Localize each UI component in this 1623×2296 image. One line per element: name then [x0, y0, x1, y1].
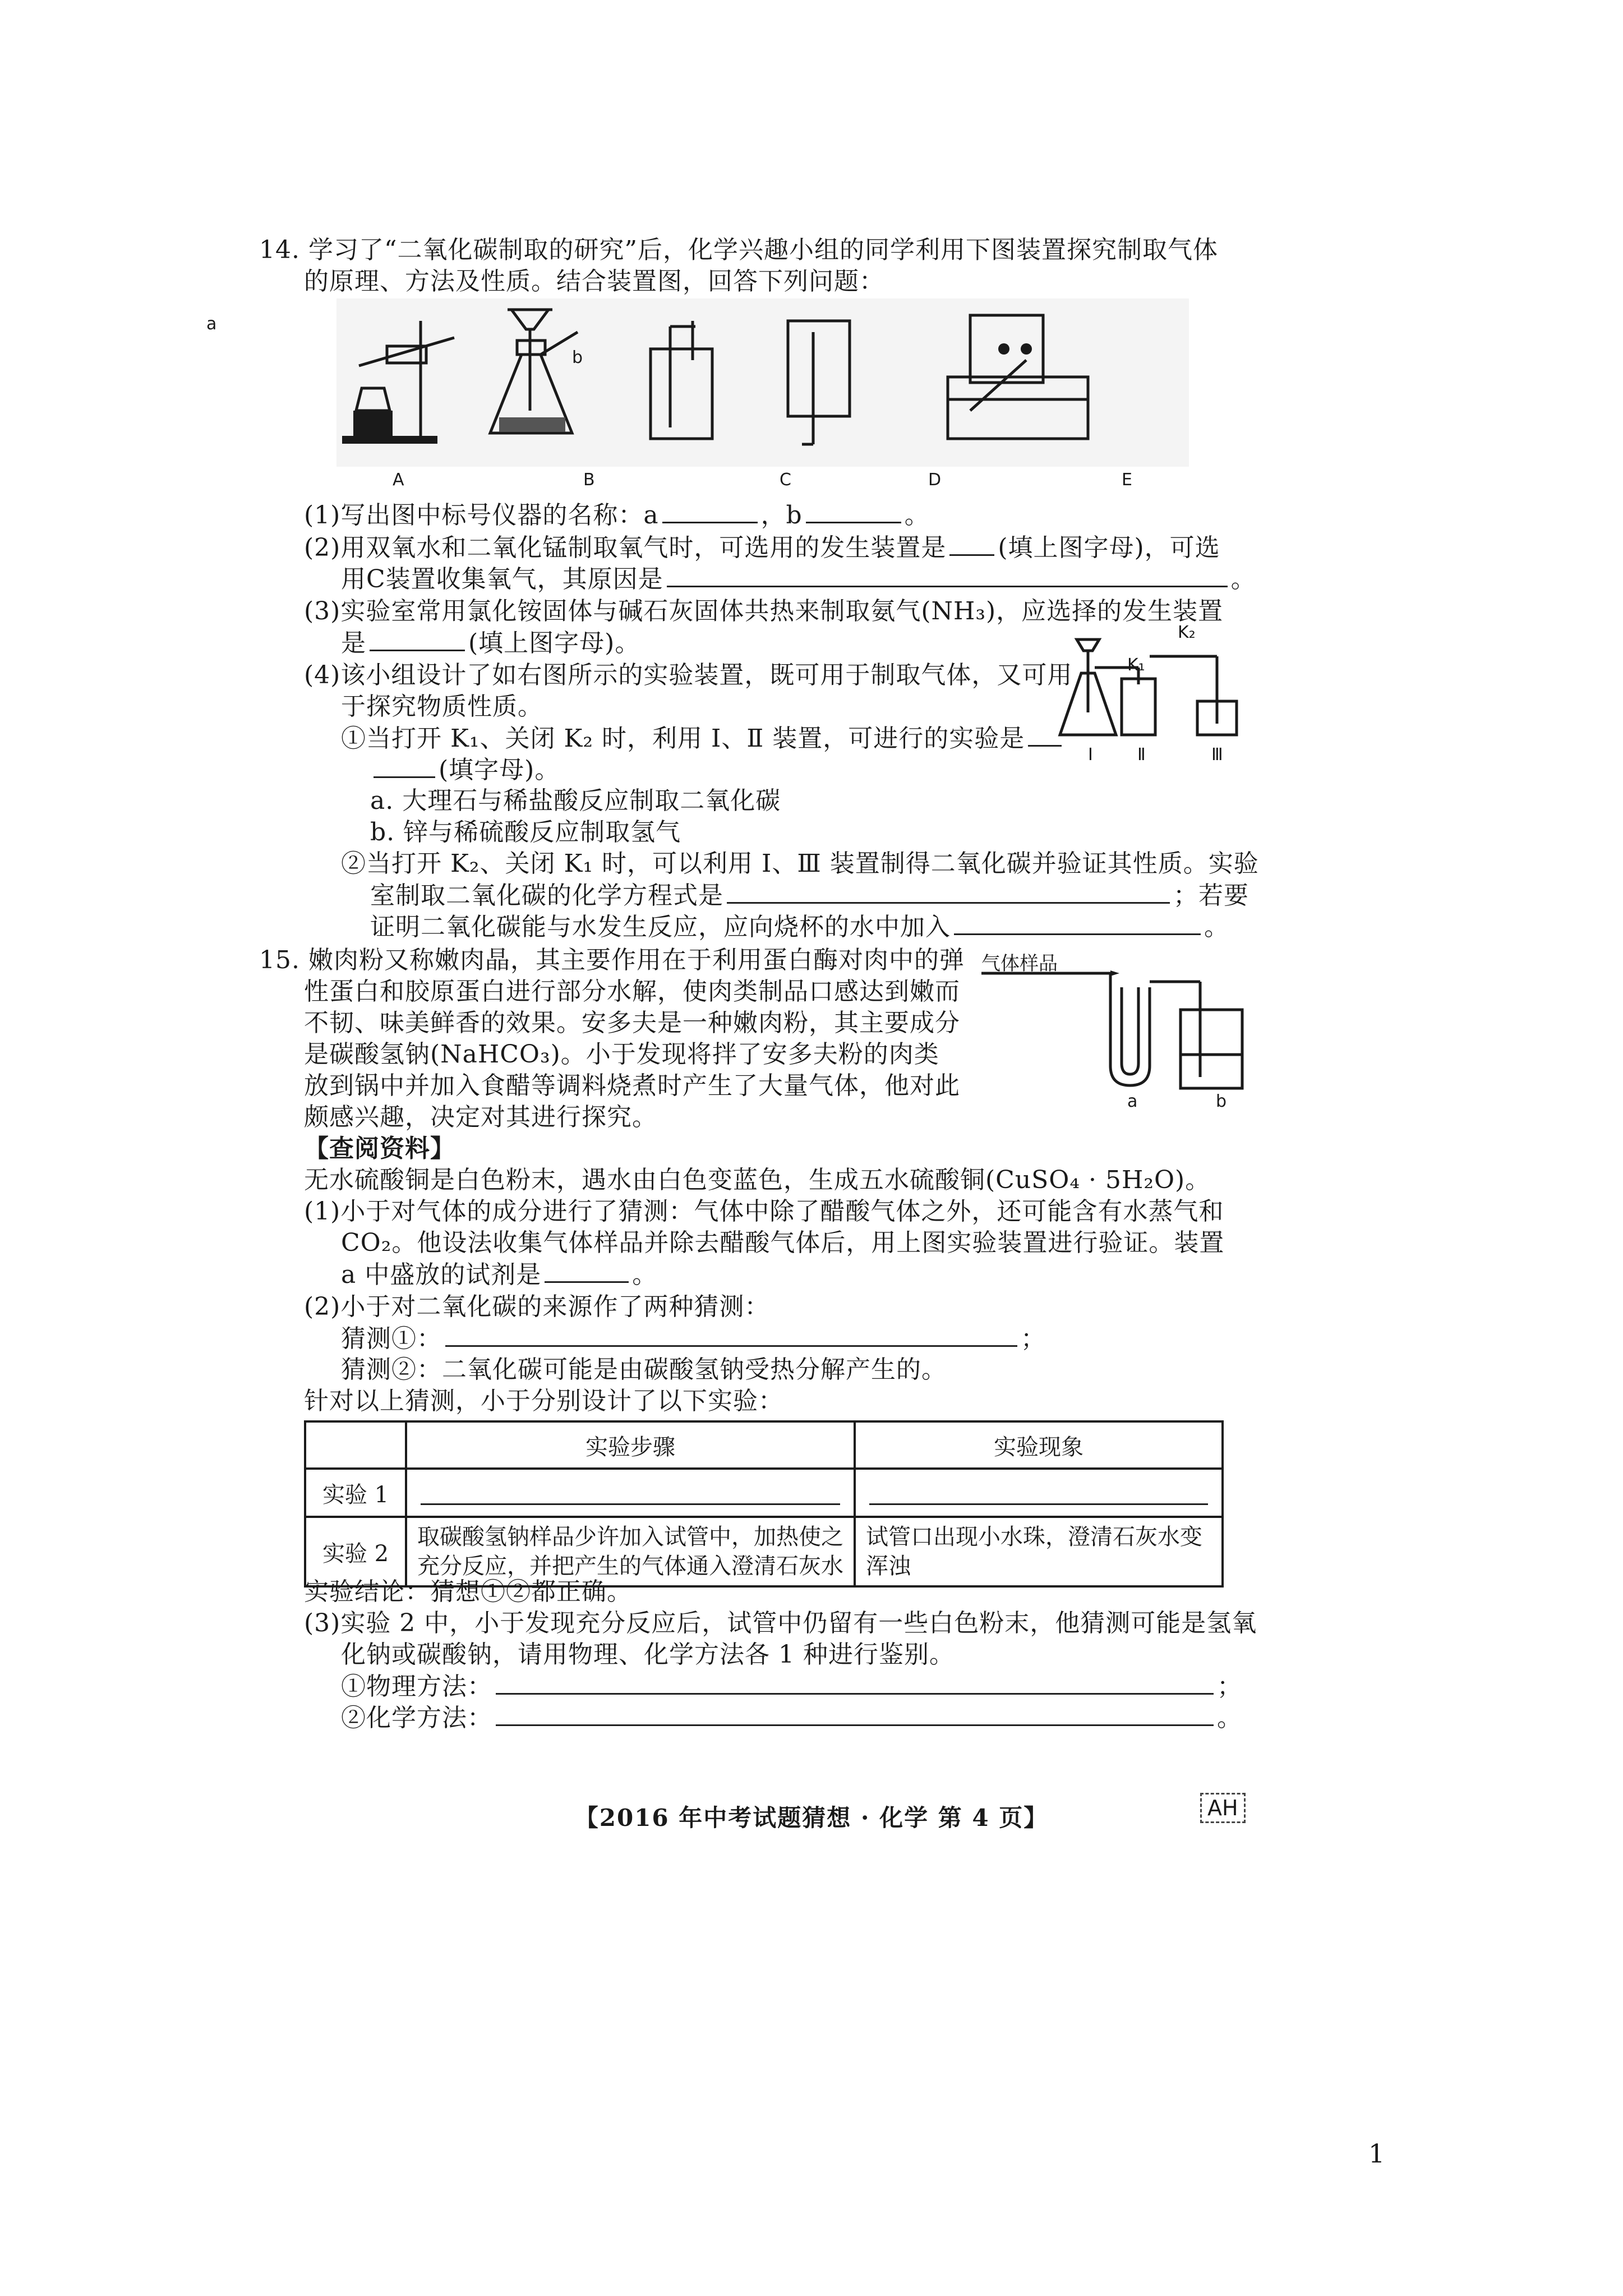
q14-sub4-2-text-4: 证明二氧化碳能与水发生反应，应向烧杯的水中加入: [370, 913, 951, 941]
q14-sub1-text-3: 。: [904, 501, 930, 530]
q14-sub4-2-line-1: ②当打开 K₂、关闭 K₁ 时，可以利用 Ⅰ、Ⅲ 装置制得二氧化碳并验证其性质。实验: [341, 849, 1259, 878]
q15-method-chemical-end: 。: [1217, 1704, 1242, 1732]
q14-sub2-text-2: (填上图字母)，可选: [998, 533, 1220, 562]
fig-label-a: A: [393, 470, 404, 490]
q14-sub2-line-2: [341, 563, 1256, 595]
q14-sub4-1-line-1: [341, 723, 1065, 754]
answer-blank-generator[interactable]: [949, 532, 994, 556]
answer-blank-phenomenon-1[interactable]: [869, 1487, 1208, 1505]
q15-intro-1: 15. 嫩肉粉又称嫩肉晶，其主要作用在于利用蛋白酶对肉中的弹: [259, 946, 965, 974]
answer-blank-chemical-method[interactable]: [496, 1702, 1214, 1726]
q14-sub4-2-line-2: [370, 880, 1249, 912]
q14-sub1-text-2: ，b: [760, 501, 803, 530]
q15-guess1-label: 猜测①：: [341, 1324, 442, 1353]
answer-blank-b[interactable]: [806, 499, 901, 523]
q15-sub3-line-2: 化钠或碳酸钠，请用物理、化学方法各 1 种进行鉴别。: [341, 1640, 955, 1669]
answer-blank-step-1[interactable]: [421, 1487, 840, 1505]
q14-sub2-line-1: [304, 532, 1220, 564]
q14-sub4-1-line-2: [370, 754, 560, 786]
ah-badge: AH: [1200, 1793, 1246, 1823]
table-row-name: 实验 1: [305, 1469, 406, 1517]
q15-sub1-text-4: 。: [632, 1260, 658, 1289]
q15-method-chemical-label: ②化学方法：: [341, 1704, 492, 1732]
q15-sub2-intro-table: 针对以上猜测，小于分别设计了以下实验：: [304, 1387, 783, 1415]
q14-sub1: [304, 499, 930, 531]
q14-sub3-text-2: 是: [341, 629, 366, 657]
q15-method-physical: [341, 1671, 1242, 1703]
q15-intro-6: 颇感兴趣，决定对其进行探究。: [304, 1103, 657, 1131]
fig-label-d: D: [928, 470, 942, 490]
q15-sub2-guess1: [341, 1323, 1046, 1355]
q14-sub4-line-1: (4)该小组设计了如右图所示的实验装置，既可用于制取气体，又可用: [304, 661, 1073, 689]
table-cell-step-blank[interactable]: [406, 1469, 855, 1517]
q14-sub4-2-text-3: ；若要: [1173, 881, 1249, 910]
q15-intro-2: 性蛋白和胶原蛋白进行部分水解，使肉类制品口感达到嫩而: [304, 977, 960, 1006]
table-cell-phenomenon: 试管口出现小水珠，澄清石灰水变浑浊: [855, 1517, 1223, 1586]
page-number: 1: [1368, 2138, 1385, 2169]
q14-sub4-1-text-2: (填字母)。: [439, 756, 560, 784]
table-cell-step: 取碳酸氢钠样品少许加入试管中，加热使之充分反应，并把产生的气体通入澄清石灰水: [406, 1517, 855, 1586]
fig2-label-iii: Ⅲ: [1211, 745, 1223, 765]
q15-ref-text: 无水硫酸铜是白色粉末，遇水由白色变蓝色，生成五水硫酸铜(CuSO₄ · 5H₂O)。: [304, 1166, 1211, 1194]
q15-method-chemical: [341, 1702, 1242, 1734]
fig2-label-k1: K₁: [1127, 655, 1145, 675]
apparatus-i-ii-iii-figure: [1066, 623, 1251, 752]
q15-guess1-end: ；: [1021, 1324, 1046, 1353]
fig15-gas-sample-label: 气体样品: [981, 953, 1058, 975]
fig-label-mark-a: a: [206, 314, 217, 334]
q14-line-1: 14. 学习了“二氧化碳制取的研究”后，化学兴趣小组的同学利用下图装置探究制取气体: [259, 236, 1218, 264]
fig2-label-ii: Ⅱ: [1137, 745, 1146, 765]
apparatus-figure: [336, 298, 1189, 467]
table-row: [305, 1469, 1223, 1517]
q14-sub4-2-text-5: 。: [1204, 913, 1229, 941]
q14-sub4-2-line-3: [370, 911, 1229, 943]
table-header-row: [305, 1421, 1223, 1469]
answer-blank-a[interactable]: [662, 499, 758, 523]
q14-sub3-line-2: [341, 627, 640, 659]
answer-blank-physical-method[interactable]: [496, 1671, 1214, 1695]
q15-intro-5: 放到锅中并加入食醋等调料烧煮时产生了大量气体，他对此: [304, 1071, 960, 1100]
q15-conclusion: 实验结论：猜想①②都正确。: [304, 1577, 632, 1606]
table-header-empty: [305, 1421, 406, 1469]
table-row-name: 实验 2: [305, 1517, 406, 1586]
q14-sub2-text-1: (2)用双氧水和二氧化锰制取氧气时，可选用的发生装置是: [304, 533, 947, 562]
q15-sub1-text-3: a 中盛放的试剂是: [341, 1260, 542, 1289]
q15-method-physical-end: ；: [1217, 1672, 1242, 1701]
q15-sub1-line-3: [341, 1259, 657, 1291]
q14-sub2-text-4: 。: [1230, 565, 1256, 593]
q15-sub2-guess2: 猜测②：二氧化碳可能是由碳酸氢钠受热分解产生的。: [341, 1355, 947, 1384]
answer-blank-nh3[interactable]: [370, 627, 465, 651]
q14-sub1-text-1: (1)写出图中标号仪器的名称：a: [304, 501, 659, 530]
fig-label-e: E: [1122, 470, 1132, 490]
q15-sub1-line-1: (1)小于对气体的成分进行了猜测：气体中除了醋酸气体之外，还可能含有水蒸气和: [304, 1197, 1224, 1226]
q14-sub2-text-3: 用C装置收集氧气，其原因是: [341, 565, 663, 593]
answer-blank-reagent[interactable]: [954, 911, 1201, 935]
q15-sub3-line-1: (3)实验 2 中，小于发现充分反应后，试管中仍留有一些白色粉末，他猜测可能是氢氧: [304, 1609, 1257, 1637]
table-header-phenomenon: 实验现象: [855, 1421, 1223, 1469]
q15-sub1-line-2: CO₂。他设法收集气体样品并除去醋酸气体后，用上图实验装置进行验证。装置: [341, 1228, 1225, 1257]
answer-blank-equation[interactable]: [727, 880, 1170, 904]
q14-sub3-text-3: (填上图字母)。: [468, 629, 640, 657]
q14-sub4-line-2: 于探究物质性质。: [341, 692, 543, 721]
page-footer: 【2016 年中考试题猜想 · 化学 第 4 页】: [574, 1804, 1049, 1832]
table-cell-phenomenon-blank[interactable]: [855, 1469, 1223, 1517]
q14-line-2: 的原理、方法及性质。结合装置图，回答下列问题：: [304, 267, 884, 296]
fig15-label-a: a: [1127, 1092, 1138, 1111]
table-header-steps: 实验步骤: [406, 1421, 855, 1469]
answer-blank-experiment-1[interactable]: [1028, 723, 1062, 747]
q15-intro-3: 不韧、味美鲜香的效果。安多夫是一种嫩肉粉，其主要成分: [304, 1009, 960, 1037]
answer-blank-reagent-a[interactable]: [545, 1259, 629, 1283]
q14-sub4-1-text-1: ①当打开 K₁、关闭 K₂ 时，利用 Ⅰ、Ⅱ 装置，可进行的实验是: [341, 724, 1025, 753]
q14-option-b: b. 锌与稀硫酸反应制取氢气: [370, 818, 681, 846]
fig-label-mark-b: b: [572, 348, 583, 367]
q14-sub4-2-text-2: 室制取二氧化碳的化学方程式是: [370, 881, 723, 910]
fig2-label-k2: K₂: [1178, 623, 1196, 642]
q15-ref-title: 【查阅资料】: [304, 1134, 455, 1163]
q14-sub3-line-1: (3)实验室常用氯化铵固体与碱石灰固体共热来制取氨气(NH₃)，应选择的发生装置: [304, 597, 1224, 625]
fig-label-c: C: [780, 470, 791, 490]
answer-blank-experiment-2[interactable]: [374, 754, 435, 778]
experiment-table: [304, 1420, 1224, 1588]
q15-method-physical-label: ①物理方法：: [341, 1672, 492, 1701]
fig-label-b: B: [583, 470, 595, 490]
answer-blank-reason[interactable]: [667, 563, 1228, 587]
q15-intro-4: 是碳酸氢钠(NaHCO₃)。小于发现将拌了安多夫粉的肉类: [304, 1040, 939, 1069]
q14-option-a: a. 大理石与稀盐酸反应制取二氧化碳: [370, 786, 781, 815]
fig2-label-i: Ⅰ: [1088, 745, 1093, 765]
fig15-label-b: b: [1216, 1092, 1227, 1111]
u-tube-and-bottle-figure: [981, 970, 1239, 1094]
answer-blank-guess1[interactable]: [445, 1323, 1017, 1347]
q15-sub2-line-1: (2)小于对二氧化碳的来源作了两种猜测：: [304, 1292, 770, 1321]
